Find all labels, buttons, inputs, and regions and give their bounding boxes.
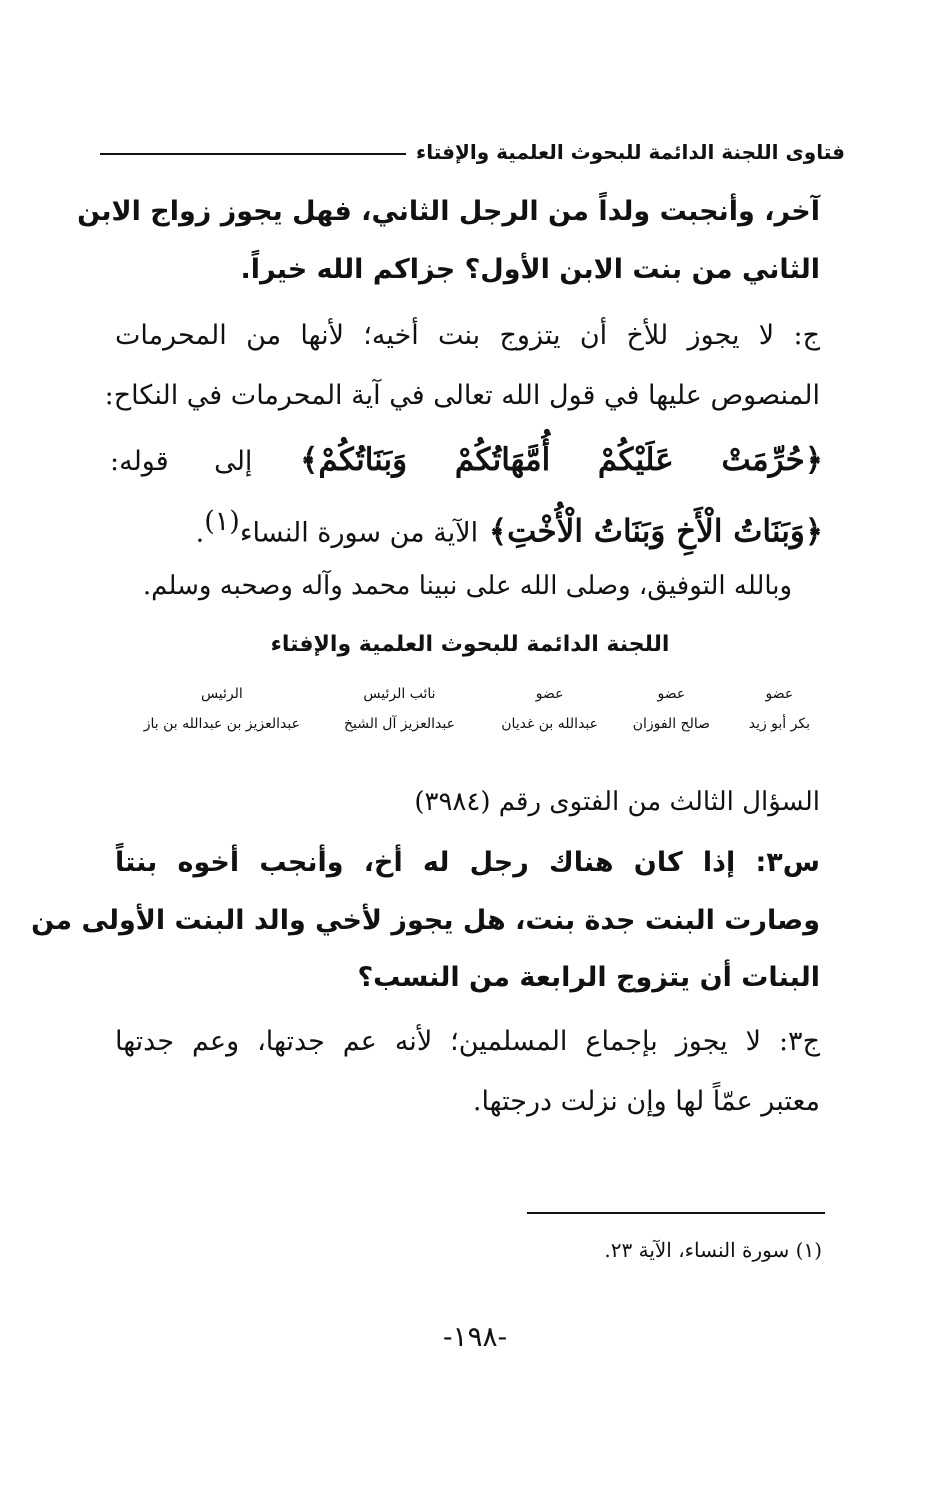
member-role: عضو [765,686,794,702]
footnote-ref: (١) [204,506,240,537]
member-role: عضو [657,686,686,702]
verse-line-2 [115,502,823,553]
verse-end: . [195,517,205,549]
question-line-1: آخر، وأنجبت ولداً من الرجل الثاني، فهل يجوز زواج الابن [77,196,820,227]
header-title: فتاوى اللجنة الدائمة للبحوث العلمية والإفتاء [416,140,845,164]
header-rule [100,153,406,155]
member-name: عبدالله بن غديان [501,716,598,732]
question3-line-1: س٣: إذا كان هناك رجل له أخ، وأنجب أخوه بنتاً [115,847,820,878]
footnote-rule [527,1212,825,1214]
question3-line-3: البنات أن يتزوج الرابعة من النسب؟ [357,962,820,993]
answer3-line-1: ج٣: لا يجوز بإجماع المسلمين؛ لأنه عم جدتها، وعم جدتها [115,1026,820,1057]
verse-part-2: ﴿وَبَنَاتُ الْأَخِ وَبَنَاتُ الْأُخْتِ﴾ [488,513,823,550]
member-name: عبدالعزيز بن عبدالله بن باز [143,716,300,732]
verse-connector: إلى قوله: [110,446,253,477]
member-role: الرئيس [200,686,243,702]
question3-heading: السؤال الثالث من الفتوى رقم (٣٩٨٤) [414,787,820,817]
closing-line: وبالله التوفيق، وصلى الله على نبينا محمد وآله وصحبه وسلم. [142,571,793,601]
page-number: -١٩٨- [442,1320,508,1353]
verse-tail: الآية من سورة النساء [239,517,479,549]
question3-line-2: وصارت البنت جدة بنت، هل يجوز لأخي والد البنت الأولى من [31,905,820,936]
answer-line-2: المنصوص عليها في قول الله تعالى في آية المحرمات في النكاح: [104,380,820,411]
verse-part-1: ﴿حُرِّمَتْ عَلَيْكُمْ أُمَّهَاتُكُمْ وَبَنَاتُكُمْ﴾ [300,442,824,478]
answer3-line-2: معتبر عمّاً لها وإن نزلت درجتها. [472,1086,820,1117]
member-role: عضو [535,686,564,702]
committee-members [118,684,810,754]
committee-title: اللجنة الدائمة للبحوث العلمية والإفتاء [270,632,670,657]
member-5 [144,684,300,734]
question-line-2: الثاني من بنت الابن الأول؟ جزاكم الله خيراً. [240,254,820,285]
member-role: نائب الرئيس [363,686,436,702]
member-4 [344,684,455,734]
member-1 [749,684,810,734]
answer-line-1: ج: لا يجوز للأخ أن يتزوج بنت أخيه؛ لأنها من المحرمات [115,320,820,351]
member-name: صالح الفوزان [632,716,710,732]
member-name: عبدالعزيز آل الشيخ [343,716,455,732]
member-name: بكر أبو زيد [748,716,810,732]
verse-line-1 [110,440,823,482]
member-3 [501,684,598,734]
running-header [100,130,845,164]
footnote: (١) سورة النساء، الآية ٢٣. [604,1238,822,1262]
member-2 [633,684,710,734]
